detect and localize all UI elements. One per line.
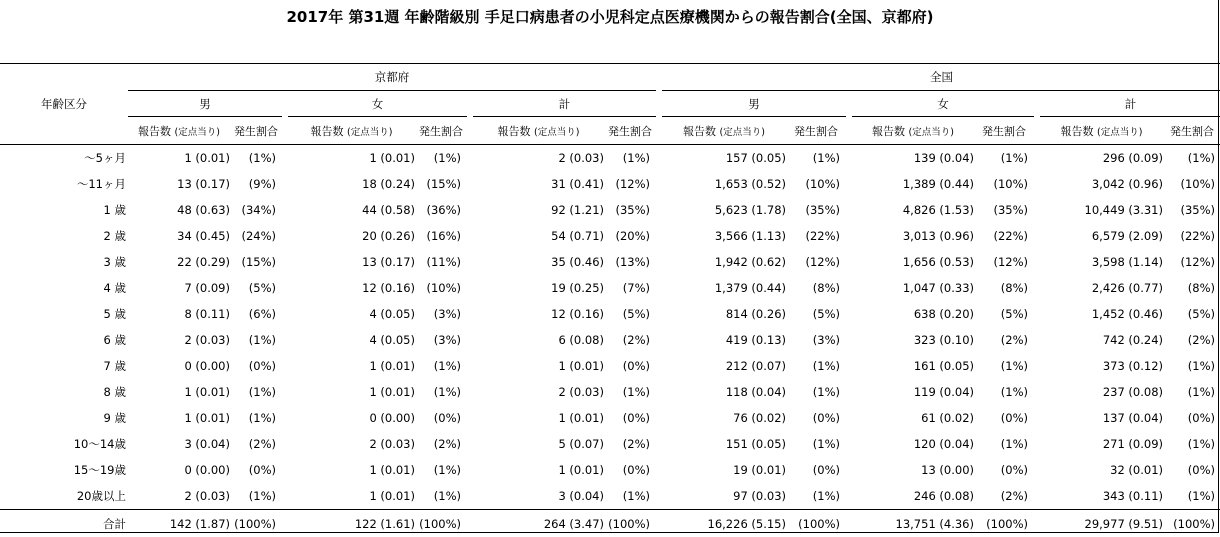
ratio-cell: (0%) — [604, 457, 656, 483]
ratio-cell: (36%) — [415, 197, 467, 223]
report-count-cell: 3,013 (0.96) — [852, 223, 974, 249]
ratio-cell: (1%) — [230, 327, 282, 353]
ratio-cell: (2%) — [974, 327, 1034, 353]
region-national: 全国 — [662, 64, 1220, 91]
ratio-cell: (1%) — [230, 145, 282, 172]
ratio-cell: (1%) — [786, 483, 846, 510]
per-sentinel-label: (定点当り) — [534, 127, 579, 138]
ratio-cell: (35%) — [604, 197, 656, 223]
ratio-cell: (1%) — [786, 353, 846, 379]
report-count-cell: 7 (0.09) — [128, 275, 230, 301]
ratio-cell: (1%) — [1163, 431, 1220, 457]
per-sentinel-label: (定点当り) — [720, 127, 765, 138]
ratio-cell: (1%) — [230, 379, 282, 405]
report-count-cell: 1,047 (0.33) — [852, 275, 974, 301]
national-male-header: 男 — [662, 91, 846, 117]
report-count-cell: 1,389 (0.44) — [852, 171, 974, 197]
ratio-cell: (22%) — [786, 223, 846, 249]
table-row — [0, 197, 1220, 223]
ratio-cell: (11%) — [415, 249, 467, 275]
report-count-cell: 373 (0.12) — [1040, 353, 1163, 379]
report-count-cell: 13 (0.00) — [852, 457, 974, 483]
report-count-cell: 35 (0.46) — [473, 249, 604, 275]
report-count-cell: 323 (0.10) — [852, 327, 974, 353]
ratio-cell: (35%) — [974, 197, 1034, 223]
report-table — [0, 63, 1220, 537]
region-kyoto: 京都府 — [128, 64, 656, 91]
age-cell: 2 歳 — [0, 223, 128, 249]
ratio-cell: (1%) — [974, 353, 1034, 379]
ratio-cell: (1%) — [786, 145, 846, 172]
ratio-cell: (0%) — [786, 405, 846, 431]
ratio-cell: (9%) — [230, 171, 282, 197]
ratio-cell: (2%) — [1163, 327, 1220, 353]
ratio-cell: (1%) — [786, 379, 846, 405]
report-count-cell: 4 (0.05) — [288, 301, 415, 327]
report-count-cell: 1 (0.01) — [473, 353, 604, 379]
report-count-cell: 161 (0.05) — [852, 353, 974, 379]
table-row — [0, 301, 1220, 327]
ratio-cell: (1%) — [604, 145, 656, 172]
age-cell: 7 歳 — [0, 353, 128, 379]
report-count-cell: 5 (0.07) — [473, 431, 604, 457]
ratio-cell: (8%) — [786, 275, 846, 301]
ratio-cell: (20%) — [604, 223, 656, 249]
report-count-cell: 22 (0.29) — [128, 249, 230, 275]
national-total-header: 計 — [1040, 91, 1220, 117]
per-sentinel-label: (定点当り) — [909, 127, 954, 138]
report-count-cell: 3,598 (1.14) — [1040, 249, 1163, 275]
reports-column-header — [473, 117, 604, 145]
ratio-cell: (16%) — [415, 223, 467, 249]
report-count-cell: 3 (0.04) — [473, 483, 604, 510]
ratio-cell: (5%) — [230, 275, 282, 301]
ratio-cell: (22%) — [974, 223, 1034, 249]
report-count-cell: 264 (3.47) — [473, 510, 604, 537]
per-sentinel-label: (定点当り) — [347, 127, 392, 138]
ratio-cell: (22%) — [1163, 223, 1220, 249]
ratio-column-header: 発生割合 — [786, 117, 846, 145]
age-cell: 4 歳 — [0, 275, 128, 301]
reports-label: 報告数 — [311, 125, 344, 138]
reports-column-header — [1040, 117, 1163, 145]
ratio-column-header: 発生割合 — [974, 117, 1034, 145]
ratio-column-header: 発生割合 — [230, 117, 282, 145]
reports-column-header — [128, 117, 230, 145]
ratio-cell: (1%) — [974, 145, 1034, 172]
report-count-cell: 34 (0.45) — [128, 223, 230, 249]
report-count-cell: 31 (0.41) — [473, 171, 604, 197]
report-count-cell: 2 (0.03) — [473, 145, 604, 172]
ratio-cell: (2%) — [974, 483, 1034, 510]
ratio-cell: (1%) — [604, 483, 656, 510]
report-count-cell: 742 (0.24) — [1040, 327, 1163, 353]
ratio-cell: (1%) — [1163, 379, 1220, 405]
report-count-cell: 237 (0.08) — [1040, 379, 1163, 405]
report-count-cell: 44 (0.58) — [288, 197, 415, 223]
age-cell: 合計 — [0, 510, 128, 537]
ratio-cell: (10%) — [974, 171, 1034, 197]
ratio-cell: (0%) — [230, 457, 282, 483]
ratio-cell: (0%) — [974, 457, 1034, 483]
ratio-cell: (0%) — [230, 353, 282, 379]
ratio-cell: (0%) — [604, 405, 656, 431]
corner-cell — [0, 64, 128, 91]
ratio-cell: (1%) — [230, 483, 282, 510]
ratio-cell: (100%) — [415, 510, 467, 537]
report-count-cell: 1 (0.01) — [288, 457, 415, 483]
report-count-cell: 1 (0.01) — [473, 457, 604, 483]
report-count-cell: 157 (0.05) — [662, 145, 786, 172]
ratio-cell: (12%) — [1163, 249, 1220, 275]
report-count-cell: 2 (0.03) — [288, 431, 415, 457]
ratio-cell: (12%) — [974, 249, 1034, 275]
ratio-cell: (8%) — [1163, 275, 1220, 301]
ratio-cell: (0%) — [786, 457, 846, 483]
report-count-cell: 4 (0.05) — [288, 327, 415, 353]
report-count-cell: 6 (0.08) — [473, 327, 604, 353]
ratio-cell: (100%) — [230, 510, 282, 537]
report-count-cell: 54 (0.71) — [473, 223, 604, 249]
ratio-cell: (0%) — [1163, 457, 1220, 483]
reports-label: 報告数 — [1061, 125, 1094, 138]
ratio-cell: (15%) — [230, 249, 282, 275]
ratio-cell: (1%) — [1163, 483, 1220, 510]
ratio-cell: (1%) — [786, 431, 846, 457]
kyoto-female-header: 女 — [288, 91, 467, 117]
ratio-cell: (100%) — [1163, 510, 1220, 537]
age-cell: ～11ヶ月 — [0, 171, 128, 197]
national-female-header: 女 — [852, 91, 1034, 117]
ratio-cell: (2%) — [230, 431, 282, 457]
report-count-cell: 19 (0.01) — [662, 457, 786, 483]
report-count-cell: 92 (1.21) — [473, 197, 604, 223]
report-count-cell: 212 (0.07) — [662, 353, 786, 379]
table-row — [0, 171, 1220, 197]
table-row — [0, 327, 1220, 353]
table-row — [0, 457, 1220, 483]
table-row — [0, 223, 1220, 249]
table-row — [0, 249, 1220, 275]
report-count-cell: 1 (0.01) — [288, 483, 415, 510]
table-row — [0, 431, 1220, 457]
ratio-cell: (12%) — [604, 171, 656, 197]
report-count-cell: 8 (0.11) — [128, 301, 230, 327]
table-row — [0, 405, 1220, 431]
report-count-cell: 1 (0.01) — [128, 379, 230, 405]
ratio-cell: (0%) — [1163, 405, 1220, 431]
ratio-cell: (1%) — [415, 457, 467, 483]
ratio-cell: (5%) — [786, 301, 846, 327]
report-count-cell: 1,653 (0.52) — [662, 171, 786, 197]
ratio-cell: (3%) — [415, 301, 467, 327]
report-count-cell: 638 (0.20) — [852, 301, 974, 327]
report-count-cell: 139 (0.04) — [852, 145, 974, 172]
ratio-cell: (100%) — [604, 510, 656, 537]
table-row — [0, 353, 1220, 379]
table-row — [0, 379, 1220, 405]
reports-column-header — [288, 117, 415, 145]
report-count-cell: 419 (0.13) — [662, 327, 786, 353]
report-count-cell: 61 (0.02) — [852, 405, 974, 431]
reports-column-header — [852, 117, 974, 145]
ratio-cell: (0%) — [974, 405, 1034, 431]
age-cell: 9 歳 — [0, 405, 128, 431]
report-count-cell: 0 (0.00) — [128, 457, 230, 483]
age-cell: ～5ヶ月 — [0, 145, 128, 172]
report-count-cell: 13,751 (4.36) — [852, 510, 974, 537]
report-count-cell: 119 (0.04) — [852, 379, 974, 405]
ratio-column-header: 発生割合 — [604, 117, 656, 145]
age-cell: 5 歳 — [0, 301, 128, 327]
ratio-cell: (3%) — [415, 327, 467, 353]
reports-label: 報告数 — [498, 125, 531, 138]
report-count-cell: 1 (0.01) — [473, 405, 604, 431]
ratio-cell: (13%) — [604, 249, 656, 275]
report-count-cell: 12 (0.16) — [473, 301, 604, 327]
report-count-cell: 271 (0.09) — [1040, 431, 1163, 457]
ratio-cell: (100%) — [786, 510, 846, 537]
report-count-cell: 1,942 (0.62) — [662, 249, 786, 275]
age-header: 年齢区分 — [0, 91, 128, 117]
ratio-column-header: 発生割合 — [1163, 117, 1220, 145]
report-count-cell: 122 (1.61) — [288, 510, 415, 537]
reports-label: 報告数 — [683, 125, 716, 138]
ratio-cell: (3%) — [786, 327, 846, 353]
report-count-cell: 3,566 (1.13) — [662, 223, 786, 249]
ratio-cell: (1%) — [974, 379, 1034, 405]
ratio-cell: (1%) — [604, 379, 656, 405]
ratio-cell: (1%) — [230, 405, 282, 431]
age-cell: 10～14歳 — [0, 431, 128, 457]
ratio-cell: (8%) — [974, 275, 1034, 301]
report-count-cell: 16,226 (5.15) — [662, 510, 786, 537]
report-count-cell: 97 (0.03) — [662, 483, 786, 510]
report-count-cell: 151 (0.05) — [662, 431, 786, 457]
reports-column-header — [662, 117, 786, 145]
report-count-cell: 1 (0.01) — [288, 379, 415, 405]
age-cell: 8 歳 — [0, 379, 128, 405]
ratio-cell: (15%) — [415, 171, 467, 197]
report-count-cell: 10,449 (3.31) — [1040, 197, 1163, 223]
page-title: 2017年 第31週 年齢階級別 手足口病患者の小児科定点医療機関からの報告割合(全国、京都府) — [0, 6, 1220, 27]
ratio-cell: (10%) — [415, 275, 467, 301]
report-count-cell: 19 (0.25) — [473, 275, 604, 301]
report-count-cell: 6,579 (2.09) — [1040, 223, 1163, 249]
report-count-cell: 18 (0.24) — [288, 171, 415, 197]
report-count-cell: 2 (0.03) — [473, 379, 604, 405]
per-sentinel-label: (定点当り) — [175, 127, 220, 138]
ratio-cell: (1%) — [1163, 145, 1220, 172]
per-sentinel-label: (定点当り) — [1097, 127, 1142, 138]
ratio-cell: (1%) — [415, 483, 467, 510]
report-count-cell: 1,656 (0.53) — [852, 249, 974, 275]
ratio-cell: (12%) — [786, 249, 846, 275]
age-cell: 3 歳 — [0, 249, 128, 275]
table-row — [0, 275, 1220, 301]
report-count-cell: 1 (0.01) — [128, 145, 230, 172]
ratio-cell: (7%) — [604, 275, 656, 301]
ratio-cell: (10%) — [1163, 171, 1220, 197]
ratio-cell: (2%) — [604, 327, 656, 353]
ratio-cell: (24%) — [230, 223, 282, 249]
report-count-cell: 48 (0.63) — [128, 197, 230, 223]
report-count-cell: 1 (0.01) — [288, 145, 415, 172]
report-count-cell: 1 (0.01) — [128, 405, 230, 431]
kyoto-male-header: 男 — [128, 91, 282, 117]
age-cell: 15～19歳 — [0, 457, 128, 483]
report-count-cell: 0 (0.00) — [288, 405, 415, 431]
report-count-cell: 13 (0.17) — [128, 171, 230, 197]
report-count-cell: 2 (0.03) — [128, 327, 230, 353]
report-count-cell: 296 (0.09) — [1040, 145, 1163, 172]
report-count-cell: 137 (0.04) — [1040, 405, 1163, 431]
report-count-cell: 12 (0.16) — [288, 275, 415, 301]
report-count-cell: 1,379 (0.44) — [662, 275, 786, 301]
report-count-cell: 20 (0.26) — [288, 223, 415, 249]
report-count-cell: 118 (0.04) — [662, 379, 786, 405]
ratio-cell: (1%) — [415, 145, 467, 172]
report-count-cell: 814 (0.26) — [662, 301, 786, 327]
ratio-cell: (1%) — [974, 431, 1034, 457]
report-count-cell: 2 (0.03) — [128, 483, 230, 510]
total-row — [0, 510, 1220, 537]
age-cell: 20歳以上 — [0, 483, 128, 510]
ratio-cell: (0%) — [604, 353, 656, 379]
table-row — [0, 145, 1220, 172]
report-count-cell: 142 (1.87) — [128, 510, 230, 537]
ratio-cell: (10%) — [786, 171, 846, 197]
ratio-cell: (34%) — [230, 197, 282, 223]
report-count-cell: 29,977 (9.51) — [1040, 510, 1163, 537]
ratio-cell: (2%) — [415, 431, 467, 457]
ratio-cell: (5%) — [974, 301, 1034, 327]
report-count-cell: 3,042 (0.96) — [1040, 171, 1163, 197]
table-row — [0, 483, 1220, 510]
report-count-cell: 2,426 (0.77) — [1040, 275, 1163, 301]
ratio-cell: (6%) — [230, 301, 282, 327]
ratio-cell: (35%) — [786, 197, 846, 223]
ratio-cell: (100%) — [974, 510, 1034, 537]
report-count-cell: 76 (0.02) — [662, 405, 786, 431]
ratio-cell: (0%) — [415, 405, 467, 431]
ratio-cell: (35%) — [1163, 197, 1220, 223]
ratio-cell: (1%) — [1163, 353, 1220, 379]
report-count-cell: 13 (0.17) — [288, 249, 415, 275]
age-cell: 6 歳 — [0, 327, 128, 353]
report-count-cell: 1,452 (0.46) — [1040, 301, 1163, 327]
reports-label: 報告数 — [138, 125, 171, 138]
report-count-cell: 32 (0.01) — [1040, 457, 1163, 483]
reports-label: 報告数 — [872, 125, 905, 138]
ratio-cell: (1%) — [415, 379, 467, 405]
report-count-cell: 0 (0.00) — [128, 353, 230, 379]
age-cell: 1 歳 — [0, 197, 128, 223]
report-count-cell: 343 (0.11) — [1040, 483, 1163, 510]
ratio-cell: (2%) — [604, 431, 656, 457]
report-count-cell: 5,623 (1.78) — [662, 197, 786, 223]
ratio-column-header: 発生割合 — [415, 117, 467, 145]
ratio-cell: (5%) — [604, 301, 656, 327]
report-count-cell: 120 (0.04) — [852, 431, 974, 457]
report-count-cell: 4,826 (1.53) — [852, 197, 974, 223]
report-count-cell: 246 (0.08) — [852, 483, 974, 510]
kyoto-total-header: 計 — [473, 91, 656, 117]
ratio-cell: (1%) — [415, 353, 467, 379]
report-count-cell: 1 (0.01) — [288, 353, 415, 379]
report-count-cell: 3 (0.04) — [128, 431, 230, 457]
ratio-cell: (5%) — [1163, 301, 1220, 327]
